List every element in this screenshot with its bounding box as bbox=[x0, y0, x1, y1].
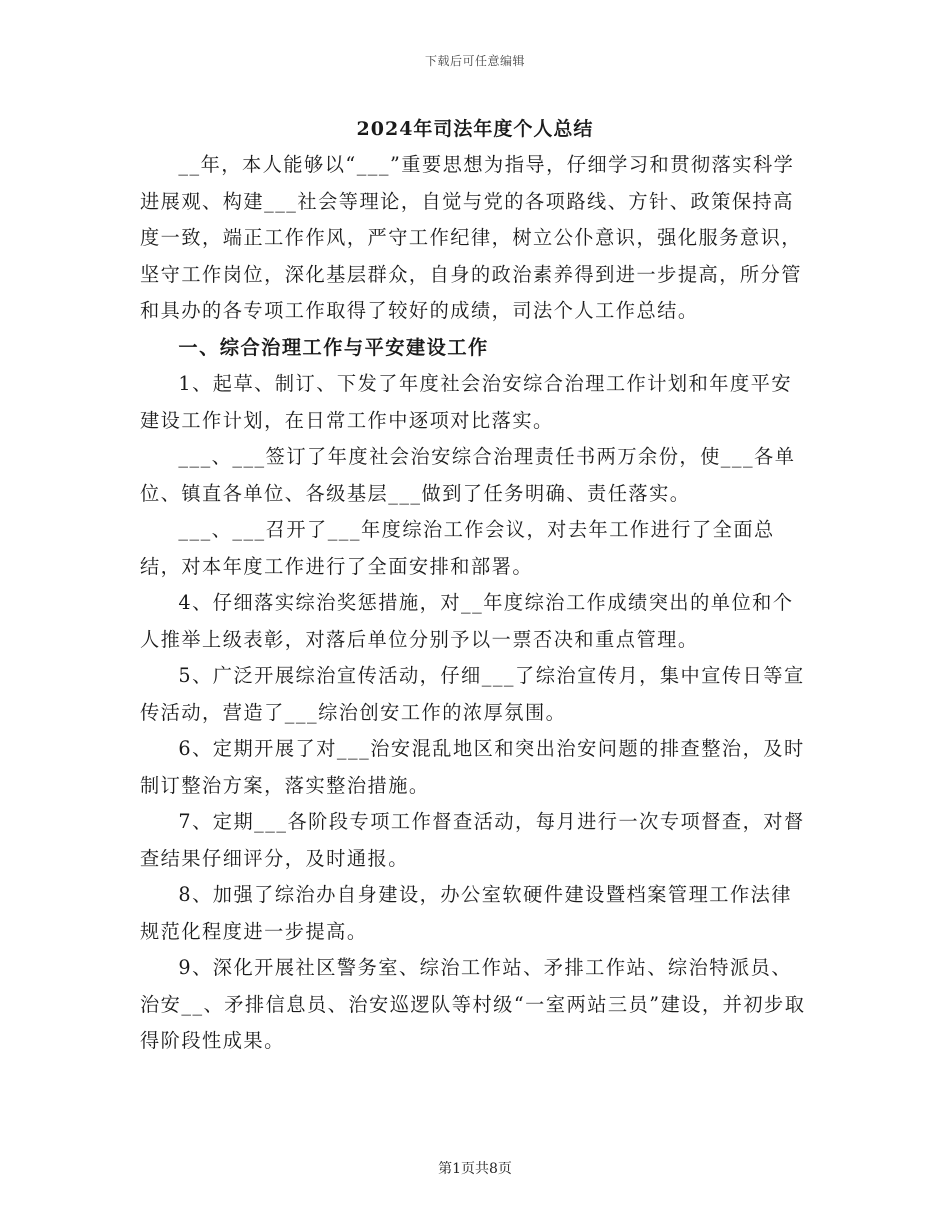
page-number: 第1页共8页 bbox=[438, 1161, 512, 1177]
list-item: 6、定期开展了对___治安混乱地区和突出治安问题的排查整治，及时制订整治方案，落实整治措施。 bbox=[140, 737, 805, 797]
list-item: 5、广泛开展综治宣传活动，仔细___了综治宣传月，集中宣传日等宣传活动，营造了___综治创安工作的浓厚氛围。 bbox=[140, 664, 805, 724]
document-body bbox=[140, 147, 810, 1060]
list-item: 7、定期___各阶段专项工作督查活动，每月进行一次专项督查，对督查结果仔细评分，及时通报。 bbox=[140, 810, 805, 870]
list-item: ___、___签订了年度社会治安综合治理责任书两万余份，使___各单位、镇直各单位、各级基层___做到了任务明确、责任落实。 bbox=[140, 445, 796, 505]
page-header-note: 下载后可任意编辑 bbox=[424, 54, 525, 68]
document-title: 2024年司法年度个人总结 bbox=[356, 118, 594, 140]
intro-paragraph: __年，本人能够以“___”重要思想为指导，仔细学习和贯彻落实科学进展观、构建___社会等理论，自觉与党的各项路线、方针、政策保持高度一致，端正工作作风，严守工作纪律，树立公仆意识，强化服务意识，坚守工作岗位，深化基层群众，自身的政治素养得到进一步提高，所分管和具办的各专项工作取得了较好的成绩，司法个人工作总结。 bbox=[140, 153, 802, 322]
section-heading: 一、综合治理工作与平安建设工作 bbox=[178, 335, 489, 359]
list-item: 4、仔细落实综治奖惩措施，对__年度综治工作成绩突出的单位和个人推举上级表彰，对落后单位分别予以一票否决和重点管理。 bbox=[140, 591, 794, 651]
list-item: 9、深化开展社区警务室、综治工作站、矛排工作站、综治特派员、治安__、矛排信息员、治安巡逻队等村级“一室两站三员”建设，并初步取得阶段性成果。 bbox=[140, 956, 806, 1052]
list-item: 8、加强了综治办自身建设，办公室软硬件建设暨档案管理工作法律规范化程度进一步提高。 bbox=[140, 883, 793, 943]
list-item: ___、___召开了___年度综治工作会议，对去年工作进行了全面总结，对本年度工作进行了全面安排和部署。 bbox=[140, 518, 775, 578]
list-item: 1、起草、制订、下发了年度社会治安综合治理工作计划和年度平安建设工作计划，在日常工作中逐项对比落实。 bbox=[140, 372, 793, 432]
